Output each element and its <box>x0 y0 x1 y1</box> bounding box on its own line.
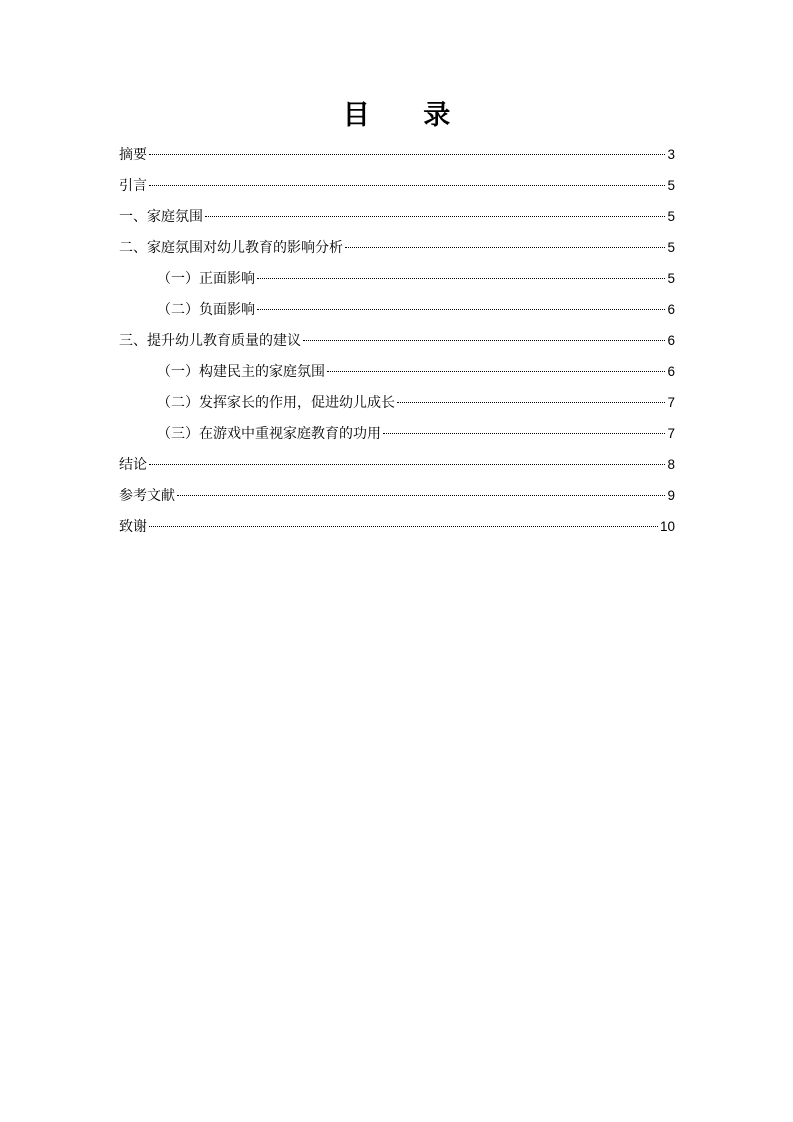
toc-entry-label: 一、家庭氛围 <box>119 209 203 225</box>
toc-entry[interactable] <box>119 356 675 387</box>
toc-entry-label: （二）发挥家长的作用，促进幼儿成长 <box>157 395 395 411</box>
toc-title: 目 录 <box>342 100 473 131</box>
toc-entry[interactable] <box>119 387 675 418</box>
toc-entry[interactable] <box>119 139 675 170</box>
toc-entry-label: 二、家庭氛围对幼儿教育的影响分析 <box>119 240 343 256</box>
toc-entry[interactable] <box>119 201 675 232</box>
toc-entry-page: 5 <box>667 178 675 193</box>
toc-entry-label: 参考文献 <box>119 488 175 504</box>
toc-dot-leader <box>383 433 665 434</box>
toc-entry-page: 5 <box>667 209 675 224</box>
toc-entry-page: 10 <box>659 519 675 534</box>
toc-entry-label: 致谢 <box>119 519 147 535</box>
toc-dot-leader <box>303 340 665 341</box>
toc-entry-page: 8 <box>667 457 675 472</box>
toc-entry-label: 引言 <box>119 178 147 194</box>
toc-entry-label: 三、提升幼儿教育质量的建议 <box>119 333 301 349</box>
toc-entry-page: 7 <box>667 426 675 441</box>
toc-entry-page: 6 <box>667 364 675 379</box>
toc-entry-page: 6 <box>667 333 675 348</box>
toc-entry-page: 7 <box>667 395 675 410</box>
toc-entry-page: 5 <box>667 271 675 286</box>
toc-entry-label: （三）在游戏中重视家庭教育的功用 <box>157 426 381 442</box>
toc-entry[interactable] <box>119 263 675 294</box>
toc-dot-leader <box>149 185 665 186</box>
toc-entry[interactable] <box>119 449 675 480</box>
toc-entry[interactable] <box>119 294 675 325</box>
toc-entry-label: （一）正面影响 <box>157 271 255 287</box>
toc-dot-leader <box>345 247 665 248</box>
toc-entry-page: 9 <box>667 488 675 503</box>
toc-entry-page: 5 <box>667 240 675 255</box>
toc-entry-label: （一）构建民主的家庭氛围 <box>157 364 325 380</box>
toc-entry[interactable] <box>119 170 675 201</box>
toc-dot-leader <box>149 154 665 155</box>
toc-dot-leader <box>149 526 658 527</box>
toc-entry-page: 6 <box>667 302 675 317</box>
toc-entry[interactable] <box>119 480 675 511</box>
toc-entry[interactable] <box>119 232 675 263</box>
toc-dot-leader <box>257 309 665 310</box>
toc-entry-label: 摘要 <box>119 147 147 163</box>
toc-dot-leader <box>149 464 665 465</box>
toc-dot-leader <box>177 495 665 496</box>
toc-entry-label: （二）负面影响 <box>157 302 255 318</box>
toc-dot-leader <box>327 371 665 372</box>
toc-entry[interactable] <box>119 418 675 449</box>
toc-entry-page: 3 <box>667 147 675 162</box>
toc-dot-leader <box>257 278 665 279</box>
toc-entry-label: 结论 <box>119 457 147 473</box>
toc-dot-leader <box>205 216 665 217</box>
toc-dot-leader <box>397 402 665 403</box>
toc-list <box>119 139 675 542</box>
toc-entry[interactable] <box>119 511 675 542</box>
toc-entry[interactable] <box>119 325 675 356</box>
